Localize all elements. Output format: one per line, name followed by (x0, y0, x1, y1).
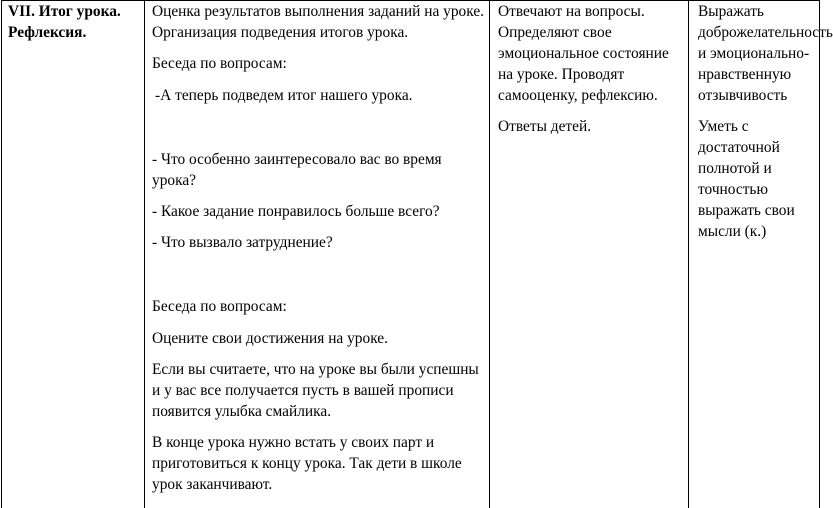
teacher-intro: Оценка результатов выполнения заданий на уроке. Организация подведения итогов урока. (152, 3, 485, 41)
stage-name: Рефлексия. (8, 24, 87, 41)
teacher-activity-cell (145, 1, 490, 508)
question-favorite-task: - Какое задание понравилось больше всего? (152, 203, 440, 220)
stage-cell (2, 1, 145, 508)
lesson-plan-table (1, 0, 833, 508)
smiley-instruction: Если вы считаете, что на уроке вы были успешны и у вас все получается пусть в вашей прописи появится улыбка смайлика. (152, 361, 479, 420)
learning-outcomes-cell (689, 1, 833, 508)
student-answers: Ответы детей. (498, 118, 592, 135)
question-interest: - Что особенно заинтересовало вас во время урока? (152, 151, 442, 189)
talk-label: Беседа по вопросам: (152, 298, 287, 315)
outcome-item: Уметь с достаточной полнотой и точностью выражать свои мысли (к.) (698, 118, 795, 240)
lead-phrase: -А теперь подведем итог нашего урока. (155, 87, 413, 104)
outcome-item: Выражать доброжелательность и эмоционально-нравственную отзывчивость (698, 3, 833, 104)
stage-number: VII. Итог урока. (8, 3, 121, 20)
student-activity-cell (490, 1, 689, 508)
question-difficulty: - Что вызвало затруднение? (152, 234, 333, 251)
table-row (2, 1, 820, 508)
self-evaluation: Оцените свои достижения на уроке. (152, 330, 388, 347)
stage-title (2, 1, 144, 43)
talk-label: Беседа по вопросам: (152, 55, 287, 72)
lesson-ending: В конце урока нужно встать у своих парт и приготовиться к концу урока. Так дети в школе урок заканчивают. (152, 434, 462, 493)
student-activity: Отвечают на вопросы. Определяют свое эмоциональное состояние на уроке. Проводят самооценку, рефлексию. (498, 3, 669, 104)
